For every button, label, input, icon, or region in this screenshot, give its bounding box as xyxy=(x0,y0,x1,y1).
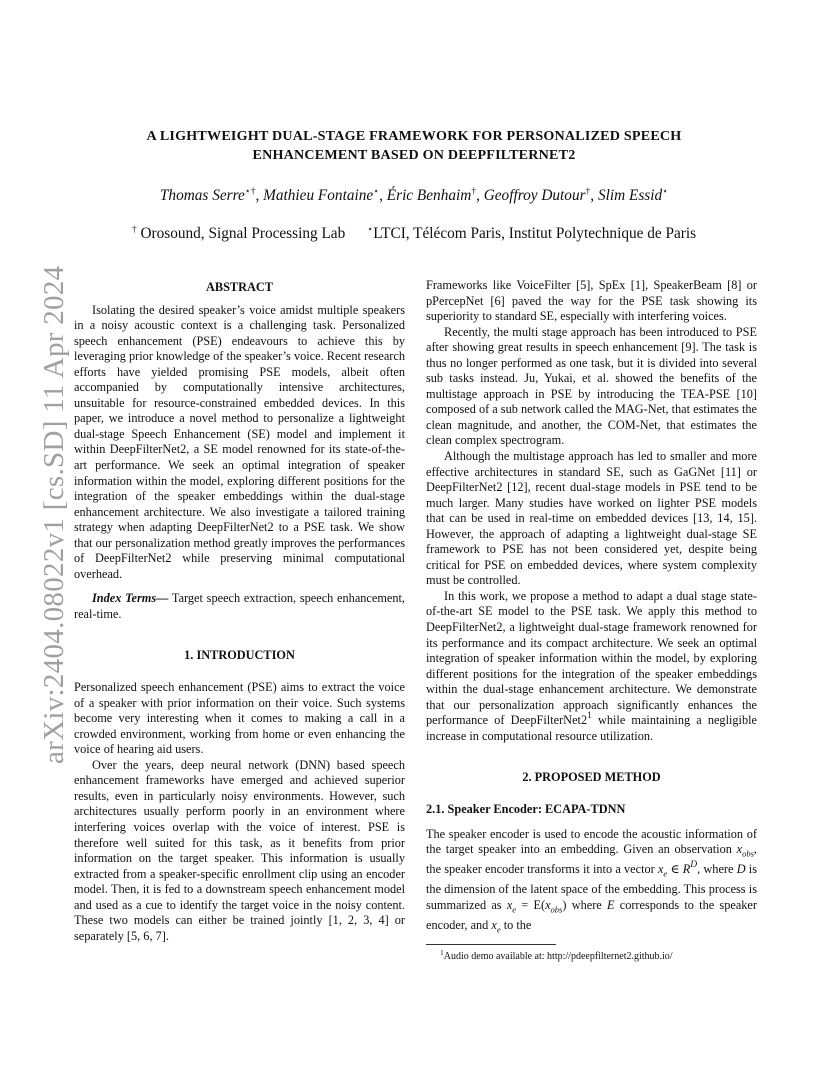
affiliation-orosound: Orosound, Signal Processing Lab xyxy=(140,225,346,242)
intro-paragraph-4: Recently, the multi stage approach has been introduced to PSE after showing great results in speech enhancement [9]. The task is thus no longer performed as one task, but it is divided into several sub tasks instead. Ju, Yukai, et al. showed the benefits of the multistage approach in PSE by introducing the TEA-PSE [10] composed of a sub network called the MAG-Net, that estimates the clean magnitude, and another, the COM-Net, that estimates the clean complex spectrogram. xyxy=(426,324,757,448)
method-text: corresponds to the speaker encoder, and xyxy=(426,897,757,932)
math-eq: = E( xyxy=(516,897,546,912)
intro-paragraph-6-text: In this work, we propose a method to adapt a dual stage state-of-the-art SE model to the PSE task. We apply this method to DeepFilterNet2, a lightweight dual-stage framework renowned for its performance and its compact architecture. We seek an optimal integration of speaker information within the model, by exploring different positions for the integration of the speaker embeddings within the dual-stage enhancement architecture. We demonstrate that our personalization approach significantly enhances the performance of DeepFilterNet2 xyxy=(426,588,757,728)
author-marks: † xyxy=(471,187,477,197)
author-marks: ⋆ xyxy=(373,187,380,197)
author-name: Mathieu Fontaine xyxy=(263,187,374,204)
right-column xyxy=(426,278,757,963)
intro-paragraph-1: Personalized speech enhancement (PSE) aims to extract the voice of a speaker with prior information on their voice. Such systems become very interesting when it comes to making a call in a crowded environment, working from home or even enhancing the voice of hearing aid users. xyxy=(74,680,405,757)
author-separator: , xyxy=(590,187,598,204)
math-D: D xyxy=(736,862,746,877)
math-sub: e xyxy=(512,904,517,915)
method-text: to the xyxy=(500,917,532,932)
introduction-heading: 1. INTRODUCTION xyxy=(184,648,295,663)
math-x: x xyxy=(657,862,664,877)
math-sub: e xyxy=(496,924,501,935)
author-separator: , xyxy=(379,187,387,204)
footnote-mark: 1 xyxy=(440,947,444,957)
math-x: x xyxy=(545,897,551,912)
math-x: x xyxy=(736,842,743,857)
math-x: x xyxy=(491,917,497,932)
author-name: Slim Essid xyxy=(597,187,663,204)
arxiv-identifier[interactable]: arXiv:2404.08022v1 [cs.SD] 11 Apr 2024 xyxy=(38,265,70,764)
method-text: , where xyxy=(697,862,737,877)
intro-paragraph-2: Over the years, deep neural network (DNN) based speech enhancement frameworks have emerged and achieved superior results, even in particularly noisy environments. However, such architectures usually perform poorly in an environment where interfering voices overlap with the voice of interest. PSE is therefore well suited for this task, as it benefits from prior information on the target speaker. This information is usually extracted from a speaker-specific enrollment clip using an encoder model. Then, it is fed to a downstream speech enhancement model and used as a cue to identify the target voice in the noisy content. These two models can either be trained jointly [1, 2, 3, 4] or separately [5, 6, 7]. xyxy=(74,757,405,943)
index-terms xyxy=(74,591,405,622)
intro-paragraph-6-tail: while maintaining a negligible increase in computational resource utilization. xyxy=(426,713,757,743)
method-text: where xyxy=(566,897,607,912)
index-terms-label: Index Terms— xyxy=(92,591,169,606)
math-sub: obs xyxy=(550,904,563,915)
author-name: Éric Benhaim xyxy=(386,187,472,204)
affiliation-ltci: LTCI, Télécom Paris, Institut Polytechnique de Paris xyxy=(373,225,697,242)
footnote-ref[interactable]: 1 xyxy=(587,711,592,722)
left-column xyxy=(74,280,405,944)
paper-title xyxy=(90,127,738,165)
math-sup: D xyxy=(690,860,698,871)
math-R: R xyxy=(682,862,691,877)
footnote xyxy=(426,947,757,963)
math-sub: e xyxy=(663,868,668,879)
affiliation-mark: † xyxy=(131,225,137,235)
intro-paragraph-3: Frameworks like VoiceFilter [5], SpEx [1], SpeakerBeam [8] or pPercepNet [6] paved the way for the PSE task showing its superiority to standard SE, especially with interfering voices. xyxy=(426,278,757,324)
abstract-heading: ABSTRACT xyxy=(206,280,273,294)
intro-paragraph-6 xyxy=(426,589,757,744)
title-line-1: A LIGHTWEIGHT DUAL-STAGE FRAMEWORK FOR PERSONALIZED SPEECH xyxy=(146,128,682,144)
author-name: Geoffroy Dutour xyxy=(483,187,586,204)
title-line-2: ENHANCEMENT BASED ON DEEPFILTERNET2 xyxy=(252,147,576,163)
method-paragraph-1 xyxy=(426,827,757,938)
abstract-text: Isolating the desired speaker’s voice amidst multiple speakers in a noisy acoustic context is a challenging task. Personalized speech enhancement (PSE) endeavours to achieve this by leveraging prior knowledge of the speaker’s voice. Recent research efforts have yielded promising PSE models, albeit often accompanied by computationally intensive architectures, unsuitable for resource-constrained embedded devices. In this paper, we introduce a novel method to personalize a lightweight dual-stage Speech Enhancement (SE) model and implement it within DeepFilterNet2, a SE model renowned for its state-of-the-art performance. We seek an optimal integration of speaker information within the model, exploring different positions for the integration of the speaker embeddings within the dual-stage enhancement architecture. We also investigate a tailored training strategy when adapting DeepFilterNet2 to a PSE task. We show that our personalization method greatly improves the performances of DeepFilterNet2 while preserving minimal computational overhead. xyxy=(74,302,405,581)
method-text: , the speaker encoder transforms it into a vector xyxy=(426,842,757,877)
footnote-text[interactable]: Audio demo available at: http://pdeepfilternet2.github.io/ xyxy=(443,950,673,962)
method-text: is the dimension of the latent space of the embedding. This process is summarized as xyxy=(426,862,757,912)
math-sub: obs xyxy=(742,848,754,859)
footnote-rule xyxy=(426,944,556,945)
affiliations xyxy=(90,224,738,244)
author-name: Thomas Serre xyxy=(159,187,245,204)
method-heading: 2. PROPOSED METHOD xyxy=(522,770,661,785)
math-x: x xyxy=(506,897,513,912)
math-symbol: ∈ xyxy=(667,862,683,877)
math-E: E xyxy=(606,897,615,912)
affiliation-mark: ⋆ xyxy=(367,225,374,235)
math-eq: ) xyxy=(562,897,567,912)
method-text: The speaker encoder is used to encode the acoustic information of the target speaker into an embedding. Given an observation xyxy=(426,826,757,857)
subsection-heading: 2.1. Speaker Encoder: ECAPA-TDNN xyxy=(426,801,626,816)
author-separator: , xyxy=(255,187,264,204)
author-separator: , xyxy=(476,187,484,204)
author-marks: ⋆ xyxy=(662,187,669,197)
index-terms-text: Target speech extraction, speech enhancement, real-time. xyxy=(74,591,405,621)
author-marks: † xyxy=(585,187,591,197)
author-marks: ⋆† xyxy=(244,187,256,197)
author-list xyxy=(90,186,738,206)
intro-paragraph-5: Although the multistage approach has led to smaller and more effective architectures in standard SE, such as GaGNet [11] or DeepFilterNet2 [12], recent dual-stage models in PSE tend to be much larger. Many studies have worked on lighter PSE models that can be used in real-time on embedded devices [13, 14, 15]. However, the approach of adapting a lightweight dual-stage SE framework to PSE has not been considered yet, despite being critical for PSE on embedded devices, where system complexity must be controlled. xyxy=(426,449,757,588)
